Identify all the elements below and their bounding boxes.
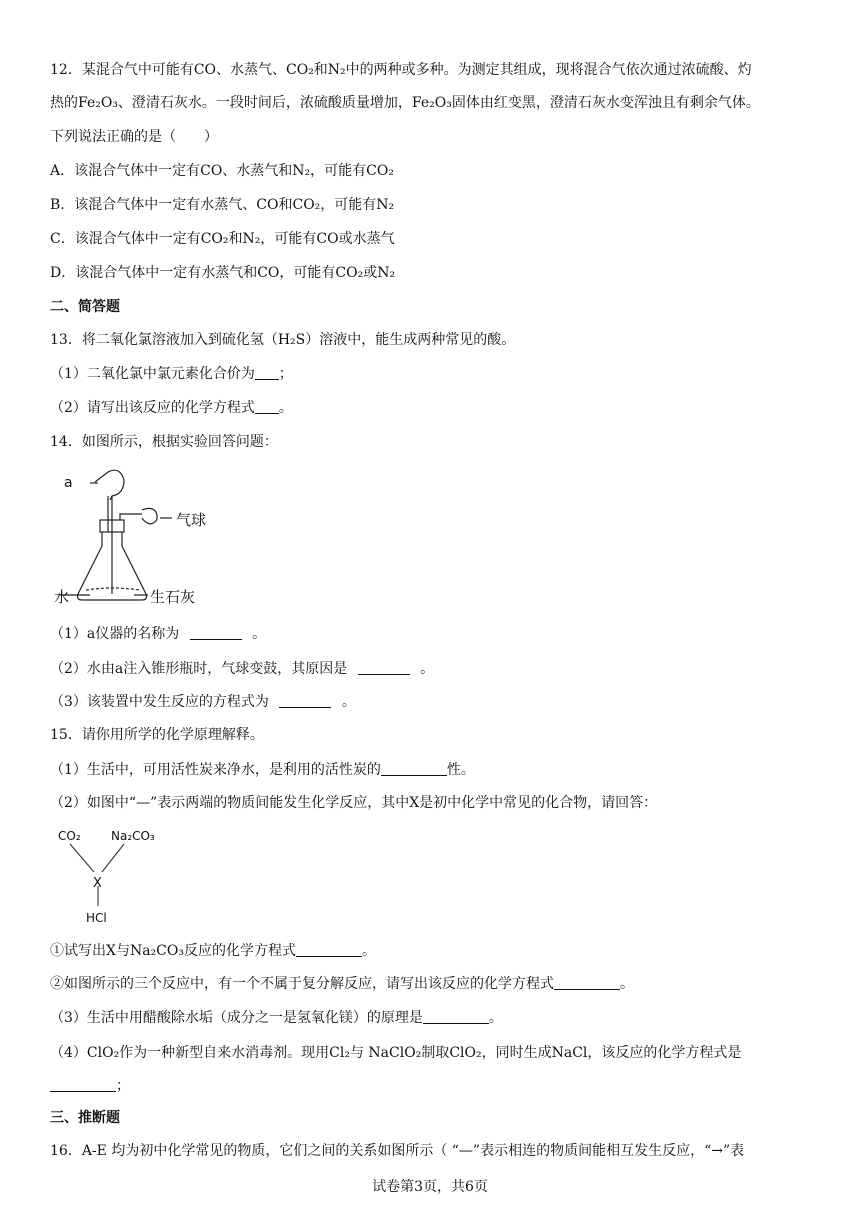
q15-sub-1-end: 。 (361, 943, 376, 959)
answer-blank[interactable] (296, 942, 362, 957)
q13-stem: 13．将二氧化氯溶液加入到硫化氢（H₂S）溶液中，能生成两种常见的酸。 (50, 332, 516, 348)
q12-option-a: A．该混合气体中一定有CO、水蒸气和N₂，可能有CO₂ (50, 163, 394, 179)
q15-sub-1-text: ①试写出X与Na₂CO₃反应的化学方程式 (50, 943, 296, 959)
q15-part-1-end: 性。 (446, 762, 475, 778)
q15-part-3 (50, 1008, 503, 1028)
q15-stem: 15．请你用所学的化学原理解释。 (50, 727, 264, 743)
figure-label-quicklime: 生石灰 (150, 588, 196, 606)
q13-part-2 (50, 398, 293, 418)
diagram-node-x: X (93, 876, 102, 891)
side-tube (120, 514, 142, 520)
q13-part-1 (50, 364, 293, 384)
q14-part-2-end: 。 (420, 661, 435, 677)
q12-line-3: 下列说法正确的是（ ） (50, 129, 218, 145)
diagram-node-co2: CO₂ (58, 829, 81, 843)
q15-sub-2 (50, 974, 634, 994)
figure-label-water: 水 (54, 588, 70, 606)
q15-part-1 (50, 760, 475, 780)
q14-part-1-end: 。 (252, 626, 267, 642)
q15-part-4: （4）ClO₂作为一种新型自来水消毒剂。现用Cl₂与 NaClO₂制取ClO₂，同时生成NaCl，该反应的化学方程式是 (50, 1045, 742, 1061)
q15-sub-1 (50, 941, 376, 961)
q15-part-4-end: ； (116, 1078, 130, 1094)
q14-stem: 14．如图所示，根据实验回答问题： (50, 434, 278, 450)
q12-line-2: 热的Fe₂O₃、澄清石灰水。一段时间后，浓硫酸质量增加，Fe₂O₃固体由红变黑，澄清石灰水变浑浊且有剩余气体。 (50, 95, 760, 111)
answer-blank[interactable] (358, 660, 410, 675)
water-surface (86, 588, 140, 590)
q15-sub-2-end: 。 (620, 976, 634, 992)
answer-blank[interactable] (50, 1077, 116, 1092)
answer-blank[interactable] (381, 761, 447, 776)
q12-option-d: D．该混合气体中一定有水蒸气和CO，可能有CO₂或N₂ (50, 265, 396, 281)
q14-part-3 (50, 692, 356, 712)
q15-part-3-end: 。 (488, 1010, 503, 1026)
q13-part-2-text: （2）请写出该反应的化学方程式 (50, 400, 255, 416)
q15-part-4-answer (50, 1076, 130, 1096)
q14-part-2-text: （2）水由a注入锥形瓶时，气球变鼓，其原因是 (50, 661, 348, 677)
q12-option-b: B．该混合气体中一定有水蒸气、CO和CO₂，可能有N₂ (50, 197, 395, 213)
q12-line-1: 12．某混合气中可能有CO、水蒸气、CO₂和N₂中的两种或多种。为测定其组成，现将混合气依次通过浓硫酸、灼 (50, 62, 752, 78)
q14-part-1 (50, 624, 266, 644)
balloon-shape (142, 508, 157, 524)
diagram-node-hcl: HCl (86, 911, 107, 925)
answer-blank[interactable] (423, 1009, 489, 1024)
funnel-outline (95, 470, 124, 500)
q16-stem: 16．A-E 均为初中化学常见的物质，它们之间的关系如图所示（ “—”表示相连的物质间能相互发生反应，“→”表 (50, 1143, 745, 1159)
q15-sub-2-text: ②如图所示的三个反应中，有一个不属于复分解反应，请写出该反应的化学方程式 (50, 976, 554, 992)
section-heading-inference: 三、推断题 (50, 1110, 120, 1126)
q14-part-3-end: 。 (341, 694, 356, 710)
q13-part-1-text: （1）二氧化氯中氯元素化合价为 (50, 366, 255, 382)
figure-label-balloon: 气球 (176, 511, 207, 529)
answer-blank[interactable] (279, 693, 331, 708)
q14-part-1-text: （1）a仪器的名称为 (50, 626, 180, 642)
section-heading-short-answer: 二、简答题 (50, 299, 120, 315)
figure-label-a: a (64, 475, 73, 491)
na2co3-x-link (102, 844, 124, 872)
answer-blank[interactable] (255, 399, 279, 414)
q15-part-1-text: （1）生活中，可用活性炭来净水，是利用的活性炭的 (50, 762, 381, 778)
q14-part-3-text: （3）该装置中发生反应的方程式为 (50, 694, 269, 710)
q15-part-2: （2）如图中“—”表示两端的物质间能发生化学反应，其中X是初中化学中常见的化合物，请回答： (50, 795, 658, 811)
q14-part-2 (50, 659, 434, 679)
q13-part-2-end: 。 (278, 400, 293, 416)
diagram-node-na2co3: Na₂CO₃ (111, 829, 155, 843)
co2-x-link (70, 844, 94, 872)
answer-blank[interactable] (190, 625, 242, 640)
q15-part-3-text: （3）生活中用醋酸除水垢（成分之一是氢氧化镁）的原理是 (50, 1010, 423, 1026)
page-footer: 试卷第3页，共6页 (372, 1179, 488, 1195)
q13-part-1-end: ； (278, 366, 293, 382)
answer-blank[interactable] (554, 975, 620, 990)
q12-option-c: C．该混合气体中一定有CO₂和N₂，可能有CO或水蒸气 (50, 231, 395, 247)
answer-blank[interactable] (255, 365, 279, 380)
